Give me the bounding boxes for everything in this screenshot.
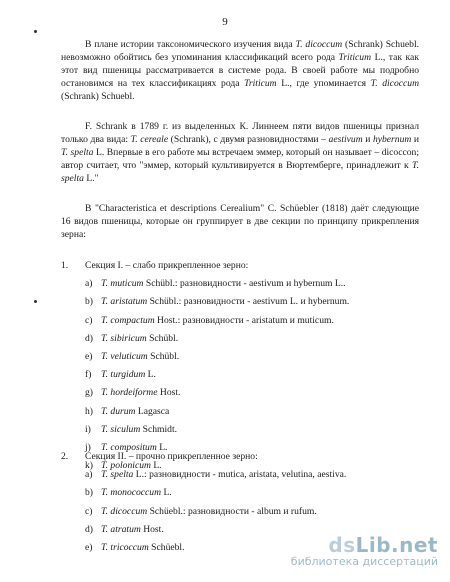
species-authority: L.: разновидности - mutica, aristata, velutina, aestiva. (133, 469, 347, 481)
list-item (61, 330, 421, 348)
species-authority: Host. (140, 523, 164, 535)
margin-dot (34, 30, 37, 33)
species-name: T. dicoccum (101, 505, 148, 517)
item-letter: c) (85, 314, 93, 326)
species-name: T. compositum (101, 441, 157, 453)
item-letter: b) (85, 296, 93, 308)
list-item (61, 366, 421, 384)
species-authority: Schübl. (147, 350, 180, 362)
section-1-list (61, 257, 421, 475)
paragraph-1 (61, 38, 419, 103)
section-title: Секция I. – слабо прикрепленное зерно: (85, 260, 249, 271)
section-1-heading (61, 257, 421, 275)
species-name: T. spelta (101, 469, 134, 481)
list-item (61, 348, 421, 366)
list-item (61, 466, 421, 484)
species-name: T. dicoccum (370, 78, 419, 89)
text-run: F. Schrank в 1789 г. из выделенных К. Линнеем пяти видов пшеницы признал только два вида: (61, 121, 419, 145)
text-run: L." (83, 173, 99, 184)
section-1-items (61, 275, 421, 475)
genus-name: Triticum (338, 52, 372, 63)
list-item (61, 403, 421, 421)
species-authority: Schübl.: разновидности - aestivum L. и hybernum. (147, 296, 350, 308)
species-name: T. compactum (101, 314, 155, 326)
species-authority: Host.: разновидности - aristatum и muticum. (154, 314, 334, 326)
species-authority: L. (150, 460, 162, 472)
paragraph-2 (61, 120, 419, 185)
species-name: T. tricoccum (101, 541, 149, 553)
species-name: T. hordeiforme (101, 387, 158, 399)
species-name: T. atratum (101, 523, 141, 535)
item-letter: j) (85, 441, 91, 453)
section-number: 2. (61, 451, 69, 462)
species-name: T. muticum (101, 278, 144, 290)
list-item (61, 421, 421, 439)
species-name: T. monococcum (101, 487, 162, 499)
variety-name: hybernum (372, 134, 412, 145)
text-run: (Schrank) Schuebl. (61, 91, 135, 102)
list-item (61, 384, 421, 402)
item-letter: i) (85, 423, 91, 435)
list-item (61, 275, 421, 293)
item-letter: e) (85, 541, 93, 553)
species-name: T. aristatum (101, 296, 148, 308)
page-number: 9 (222, 16, 228, 28)
logo-lib: Lib.net (355, 533, 438, 557)
text-run: L., где упоминается (276, 78, 371, 89)
text-run: (Schrank) Schuebl. невозможно обойтись без упоминания классификаций всего рода (61, 39, 420, 63)
list-item (61, 484, 421, 502)
dslib-watermark (291, 533, 438, 568)
species-authority: L. (156, 441, 168, 453)
item-letter: k) (85, 460, 93, 472)
paragraph-3-text: В "Characteristica et descriptions Cerealium" C. Schüebler (1818) даёт следующие 16 видов пшеницы, которые он группирует в две секции по принципу прикрепления зерна: (61, 203, 419, 240)
species-name: T. siculum (101, 423, 141, 435)
species-authority: Host. (157, 387, 181, 399)
genus-name: Triticum (244, 78, 277, 89)
item-letter: g) (85, 387, 93, 399)
species-name: T. polonicum (101, 460, 151, 472)
species-name: T. veluticum (101, 350, 148, 362)
item-letter: h) (85, 405, 93, 417)
item-letter: f) (85, 369, 92, 381)
text-run: и (362, 134, 373, 145)
species-authority: Schüebl.: разновидности - album и rufum. (147, 505, 317, 517)
species-name: T. cereale (130, 134, 169, 145)
species-name: T. dicoccum (295, 39, 343, 50)
text-run: и (411, 134, 420, 145)
item-letter: b) (85, 487, 93, 499)
text-run: L., так как этот вид пшеницы рассматривается в системе рода. В своей работе мы подробно остановимся на тех классификациях рода (61, 52, 419, 89)
list-item (61, 293, 421, 311)
section-2-heading (61, 448, 421, 466)
section-title: Секция II. – прочно прикрепленное зерно: (85, 451, 258, 462)
margin-dot (34, 300, 37, 303)
item-letter: d) (85, 523, 93, 535)
species-authority: Lagasca (135, 405, 170, 417)
species-name: T. spelta (61, 147, 94, 158)
species-authority: L. (145, 369, 156, 381)
list-item (61, 503, 421, 521)
item-letter: a) (85, 278, 93, 290)
species-name: T. turgidum (101, 369, 146, 381)
species-name: T. durum (101, 405, 136, 417)
species-authority: Schübl.: разновидности - aestivum и hybernum L.. (143, 278, 346, 290)
species-authority: Schüebl. (148, 541, 185, 553)
species-authority: Schmidt. (140, 423, 178, 435)
item-letter: a) (85, 469, 93, 481)
item-letter: c) (85, 505, 93, 517)
list-item (61, 312, 421, 330)
species-authority: L. (161, 487, 172, 499)
species-name: T. sibiricum (101, 332, 147, 344)
item-letter: d) (85, 332, 93, 344)
species-authority: Schübl. (146, 332, 179, 344)
watermark-subtitle: библиотека диссертаций (290, 555, 438, 568)
item-letter: e) (85, 350, 93, 362)
text-run: В плане истории таксономического изучения вида (85, 39, 296, 50)
variety-name: aestivum (328, 134, 363, 145)
section-number: 1. (61, 260, 69, 271)
text-run: (Schrank), с двумя разновидностями – (168, 134, 329, 145)
watermark-logo (291, 533, 438, 557)
paragraph-3 (61, 202, 419, 241)
logo-ds: ds (328, 533, 356, 557)
species-name: T. spelta (61, 160, 419, 184)
text-run: L. Впервые в его работе мы встречаем эммер, который он называет – dicoccon; автор считает, что "эммер, который культивируется в Вюртемберге, принадлежит к (61, 147, 419, 171)
